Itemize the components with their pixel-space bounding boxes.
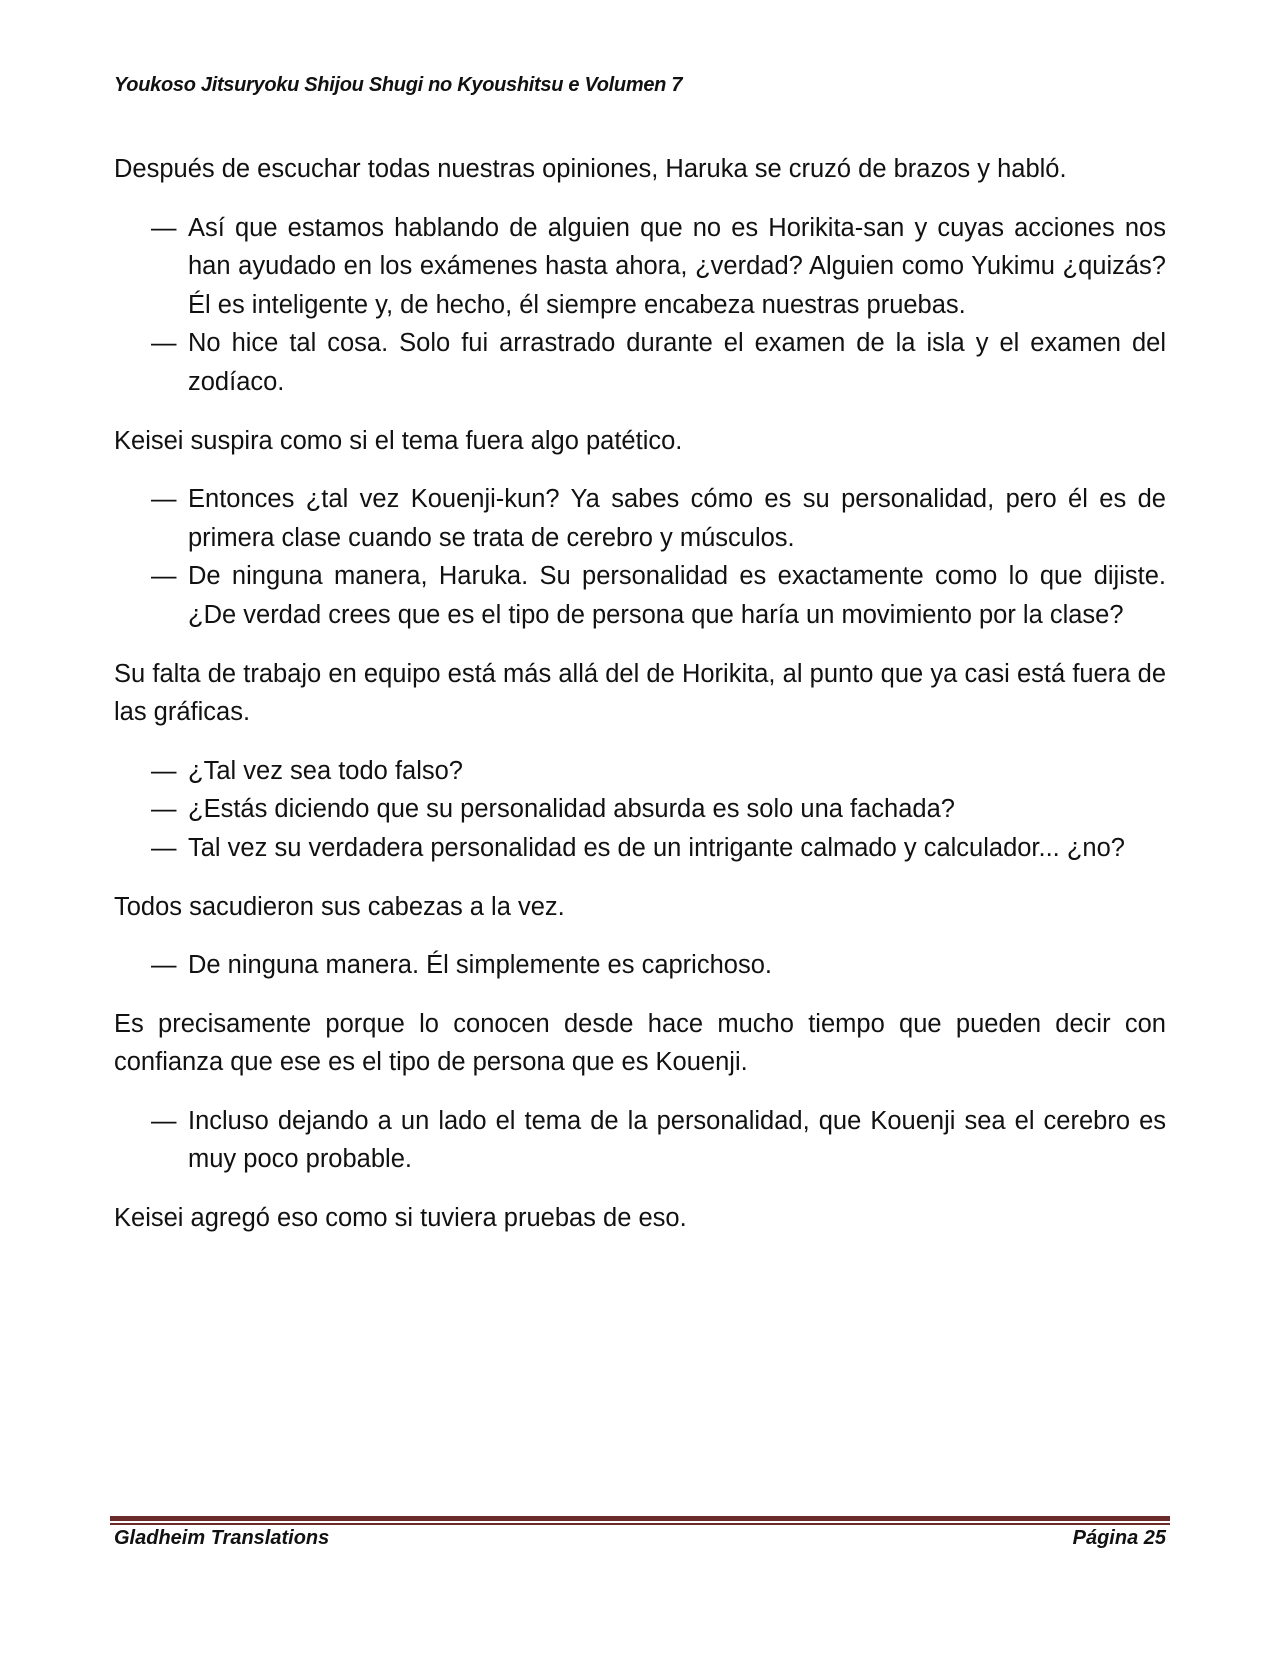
dialogue-group	[114, 752, 1166, 868]
em-dash: —	[151, 213, 177, 242]
dialogue-text: ¿Tal vez sea todo falso?	[188, 756, 463, 785]
page-body	[114, 150, 1166, 1258]
dialogue-group	[114, 946, 1166, 985]
dialogue-line	[114, 557, 1166, 634]
dialogue-text: De ninguna manera. Él simplemente es caprichoso.	[188, 951, 772, 980]
em-dash: —	[151, 485, 177, 514]
dialogue-text: Así que estamos hablando de alguien que no es Horikita-san y cuyas acciones nos han ayudado en los exámenes hasta ahora, ¿verdad? Alguien como Yukimu ¿quizás? Él es inteligente y, de hecho, él siempre encabeza nuestras pruebas.	[188, 213, 1166, 319]
dialogue-text: De ninguna manera, Haruka. Su personalidad es exactamente como lo que dijiste. ¿De verdad crees que es el tipo de persona que haría un movimiento por la clase?	[188, 562, 1166, 629]
narration-paragraph: Keisei suspira como si el tema fuera algo patético.	[114, 426, 683, 455]
dialogue-line	[114, 752, 1166, 791]
dialogue-text: Incluso dejando a un lado el tema de la personalidad, que Kouenji sea el cerebro es muy poco probable.	[188, 1106, 1166, 1174]
dialogue-text: Entonces ¿tal vez Kouenji-kun? Ya sabes cómo es su personalidad, pero él es de primera clase cuando se trata de cerebro y músculos.	[188, 485, 1166, 552]
narration-paragraph: Todos sacudieron sus cabezas a la vez.	[114, 892, 565, 921]
em-dash: —	[151, 329, 177, 358]
em-dash: —	[151, 756, 177, 785]
dialogue-text: No hice tal cosa. Solo fui arrastrado durante el examen de la isla y el examen del zodíaco.	[188, 329, 1166, 396]
dialogue-line	[114, 829, 1166, 868]
narration-paragraph: Su falta de trabajo en equipo está más allá del de Horikita, al punto que ya casi está fuera de las gráficas.	[114, 659, 1166, 727]
narration-paragraph: Es precisamente porque lo conocen desde hace mucho tiempo que pueden decir con confianza que ese es el tipo de persona que es Kouenji.	[114, 1009, 1166, 1077]
em-dash: —	[151, 951, 177, 980]
em-dash: —	[151, 833, 177, 862]
narration-paragraph: Después de escuchar todas nuestras opiniones, Haruka se cruzó de brazos y habló.	[114, 155, 1067, 183]
dialogue-line	[114, 1102, 1166, 1179]
dialogue-group	[114, 480, 1166, 634]
dialogue-line	[114, 324, 1166, 401]
dialogue-group	[114, 209, 1166, 402]
em-dash: —	[151, 562, 177, 591]
dialogue-text: ¿Estás diciendo que su personalidad absurda es solo una fachada?	[188, 795, 955, 824]
footer-rule	[110, 1516, 1170, 1521]
narration-paragraph: Keisei agregó eso como si tuviera pruebas de eso.	[114, 1204, 687, 1233]
dialogue-group	[114, 1102, 1166, 1179]
footer-rule-thin	[110, 1523, 1170, 1525]
dialogue-text: Tal vez su verdadera personalidad es de un intrigante calmado y calculador... ¿no?	[188, 833, 1125, 862]
page-number: Página 25	[1072, 1527, 1166, 1549]
dialogue-line	[114, 209, 1166, 325]
em-dash: —	[151, 1106, 177, 1135]
em-dash: —	[151, 795, 177, 824]
dialogue-line	[114, 480, 1166, 557]
dialogue-line	[114, 946, 1166, 985]
dialogue-line	[114, 790, 1166, 829]
footer-publisher: Gladheim Translations	[114, 1527, 330, 1549]
running-header: Youkoso Jitsuryoku Shijou Shugi no Kyoushitsu e Volumen 7	[114, 74, 683, 96]
